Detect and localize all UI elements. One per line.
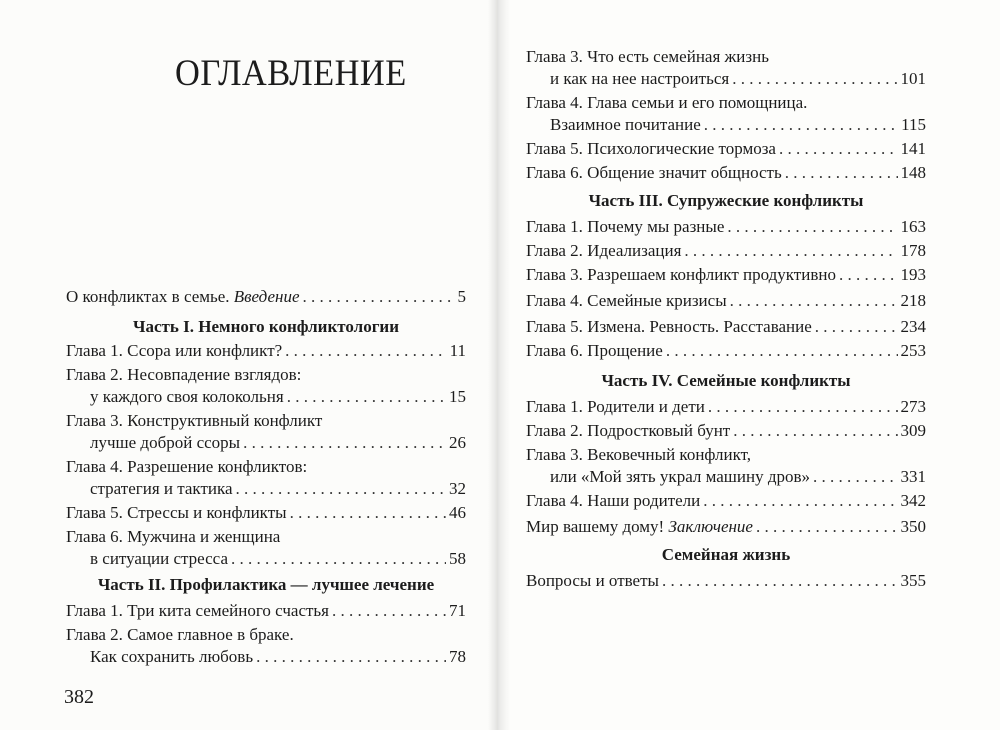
toc-entry-p2-ch2[interactable] xyxy=(90,646,466,668)
entry-label-line2: и как на нее настроиться xyxy=(550,69,730,88)
part-heading-3: Часть III. Супружеские конфликты xyxy=(588,191,864,210)
entry-label-line2: в ситуации стресса xyxy=(90,549,228,568)
toc-entry-p4-ch2[interactable] xyxy=(526,420,926,442)
dot-leader xyxy=(704,114,898,136)
page-ref: 148 xyxy=(900,163,926,182)
page-ref: 218 xyxy=(900,291,926,310)
right-page xyxy=(498,0,1000,730)
entry-label: Мир вашему дому! xyxy=(526,517,665,536)
page-ref: 71 xyxy=(449,601,466,620)
toc-entry-p1-ch2[interactable] xyxy=(90,386,466,408)
entry-label: Глава 4. Наши родители xyxy=(526,491,701,510)
part-heading-family: Семейная жизнь xyxy=(661,545,791,564)
dot-leader xyxy=(733,420,897,442)
entry-label-line1: Глава 4. Разрешение конфликтов: xyxy=(66,457,308,476)
page-ref: 342 xyxy=(900,491,926,510)
toc-entry-p4-ch3[interactable] xyxy=(550,466,926,488)
page-ref: 193 xyxy=(900,265,926,284)
page-ref: 78 xyxy=(449,647,466,666)
page-ref: 309 xyxy=(900,421,926,440)
entry-label: О конфликтах в семье. xyxy=(66,287,230,306)
toc-entry-p2-ch4[interactable] xyxy=(550,114,926,136)
entry-label: Глава 1. Три кита семейного счастья xyxy=(66,601,329,620)
dot-leader xyxy=(303,286,455,308)
entry-label-line1: Глава 3. Вековечный конфликт, xyxy=(526,445,752,464)
part-heading-2: Часть II. Профилактика — лучшее лечение xyxy=(97,575,435,594)
toc-entry-p3-ch4[interactable] xyxy=(526,290,926,312)
entry-label-italic: Введение xyxy=(233,287,300,306)
page-ref: 58 xyxy=(449,549,466,568)
entry-label: Глава 6. Прощение xyxy=(526,341,663,360)
page-number: 382 xyxy=(64,686,94,708)
entry-label-line1: Глава 2. Самое главное в браке. xyxy=(66,625,294,644)
entry-label-line1: Глава 3. Конструктивный конфликт xyxy=(66,411,323,430)
entry-label: Глава 1. Ссора или конфликт? xyxy=(66,341,283,360)
dot-leader xyxy=(290,502,446,524)
dot-leader xyxy=(815,316,898,338)
toc-entry-p3-ch2[interactable] xyxy=(526,240,926,262)
entry-label: Глава 5. Психологические тормоза xyxy=(526,139,776,158)
entry-label: Глава 5. Стрессы и конфликты xyxy=(66,503,287,522)
entry-label: Глава 2. Подростковый бунт xyxy=(526,421,731,440)
page-ref: 350 xyxy=(900,517,926,536)
toc-entry-p2-ch6[interactable] xyxy=(526,162,926,184)
toc-entry-p1-ch3[interactable] xyxy=(90,432,466,454)
dot-leader xyxy=(708,396,898,418)
toc-entry-qa[interactable] xyxy=(526,570,926,592)
dot-leader xyxy=(662,570,898,592)
toc-entry-p1-ch5[interactable] xyxy=(66,502,466,524)
page-ref: 115 xyxy=(901,115,926,134)
dot-leader xyxy=(813,466,897,488)
entry-label: Глава 6. Общение значит общность xyxy=(526,163,782,182)
dot-leader xyxy=(332,600,446,622)
page-ref: 46 xyxy=(449,503,466,522)
dot-leader xyxy=(779,138,898,160)
page-ref: 234 xyxy=(900,317,926,336)
entry-label-line2: Как сохранить любовь xyxy=(90,647,254,666)
entry-label: Глава 2. Идеализация xyxy=(526,241,682,260)
toc-entry-p3-ch5[interactable] xyxy=(526,316,926,338)
toc-entry-p4-ch4[interactable] xyxy=(526,490,926,512)
dot-leader xyxy=(285,340,446,362)
part-heading-1: Часть I. Немного конфликтологии xyxy=(133,317,399,336)
page-ref: 5 xyxy=(457,287,466,306)
entry-label-line1: Глава 4. Глава семьи и его помощница. xyxy=(526,93,808,112)
toc-entry-p2-ch5[interactable] xyxy=(526,138,926,160)
entry-label: Вопросы и ответы xyxy=(526,571,659,590)
page-ref: 163 xyxy=(900,217,926,236)
dot-leader xyxy=(231,548,446,570)
page-ref: 178 xyxy=(900,241,926,260)
book-spine-shadow xyxy=(488,0,510,730)
dot-leader xyxy=(703,490,897,512)
entry-label: Глава 4. Семейные кризисы xyxy=(526,291,727,310)
page-ref: 273 xyxy=(900,397,926,416)
dot-leader xyxy=(730,290,898,312)
dot-leader xyxy=(727,216,897,238)
entry-label: Глава 1. Родители и дети xyxy=(526,397,705,416)
toc-entry-intro[interactable] xyxy=(66,286,466,308)
toc-title: ОГЛАВЛЕНИЕ xyxy=(175,53,407,94)
part-heading-4: Часть IV. Семейные конфликты xyxy=(601,371,851,390)
toc-entry-p2-ch3[interactable] xyxy=(550,68,926,90)
page-ref: 355 xyxy=(900,571,926,590)
toc-entry-p1-ch6[interactable] xyxy=(90,548,466,570)
entry-label: Глава 5. Измена. Ревность. Расставание xyxy=(526,317,812,336)
toc-entry-p1-ch4[interactable] xyxy=(90,478,466,500)
toc-entry-p1-ch1[interactable] xyxy=(66,340,466,362)
dot-leader xyxy=(684,240,897,262)
entry-label-line2: лучше доброй ссоры xyxy=(90,433,241,452)
entry-label-line1: Глава 6. Мужчина и женщина xyxy=(66,527,281,546)
page-ref: 15 xyxy=(449,387,466,406)
dot-leader xyxy=(243,432,446,454)
dot-leader xyxy=(236,478,446,500)
dot-leader xyxy=(732,68,897,90)
page-ref: 32 xyxy=(449,479,466,498)
dot-leader xyxy=(756,516,898,538)
dot-leader xyxy=(666,340,898,362)
dot-leader xyxy=(785,162,898,184)
entry-label-line1: Глава 3. Что есть семейная жизнь xyxy=(526,47,769,66)
dot-leader xyxy=(256,646,446,668)
page-ref: 26 xyxy=(449,433,466,452)
toc-entry-conclusion[interactable] xyxy=(526,516,926,538)
page-ref: 141 xyxy=(900,139,926,158)
toc-entry-p3-ch3[interactable] xyxy=(526,264,926,286)
page-ref: 101 xyxy=(900,69,926,88)
entry-label-italic: Заключение xyxy=(668,517,753,536)
entry-label-line2: стратегия и тактика xyxy=(90,479,233,498)
page-ref: 253 xyxy=(900,341,926,360)
dot-leader xyxy=(287,386,446,408)
page-ref: 11 xyxy=(449,341,466,360)
left-page xyxy=(0,0,496,730)
dot-leader xyxy=(839,264,898,286)
toc-entry-p4-ch1[interactable] xyxy=(526,396,926,418)
entry-label-line1: Глава 2. Несовпадение взглядов: xyxy=(66,365,302,384)
entry-label: Глава 1. Почему мы разные xyxy=(526,217,725,236)
entry-label-line2: Взаимное почитание xyxy=(550,115,701,134)
entry-label: Глава 3. Разрешаем конфликт продуктивно xyxy=(526,265,836,284)
entry-label-line2: у каждого своя колокольня xyxy=(90,387,284,406)
toc-entry-p3-ch6[interactable] xyxy=(526,340,926,362)
entry-label-line2: или «Мой зять украл машину дров» xyxy=(550,467,811,486)
toc-entry-p2-ch1[interactable] xyxy=(66,600,466,622)
toc-entry-p3-ch1[interactable] xyxy=(526,216,926,238)
page-ref: 331 xyxy=(900,467,926,486)
